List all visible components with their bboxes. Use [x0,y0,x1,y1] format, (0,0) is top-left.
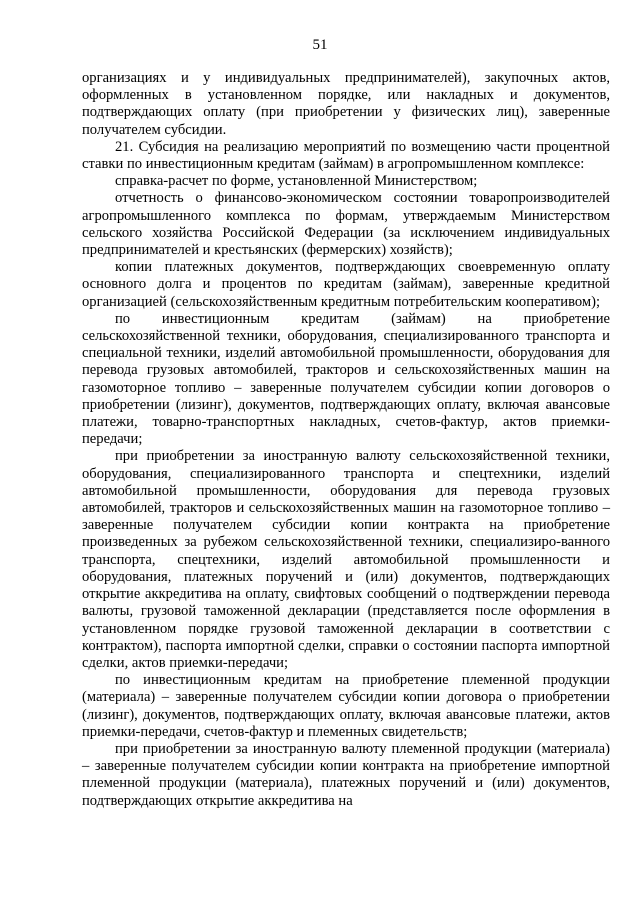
paragraph-financial-reporting: отчетность о финансово-экономическом состоянии товаропроизводителей агропромышленного комплекса по формам, утверждаемым Министерством сельского хозяйства Российской Федерации (за исключением индивидуальных предпринимателей и крестьянских (фермерских) хозяйств); [82,190,610,259]
paragraph-machinery-credits: по инвестиционным кредитам (займам) на приобретение сельскохозяйственной техники, оборудования, специализированного транспорта и специальной техники, изделий автомобильной промышленности, оборудования для перевода грузовых автомобилей, тракторов и сельскохозяйственных машин на газомоторное топливо – заверенные получателем субсидии копии договоров о приобретении (лизинг), документов, подтверждающих оплату, включая авансовые платежи, товарно-транспортных накладных, счетов-фактур, актов приемки-передачи; [82,310,610,448]
paragraph-continuation: организациях и у индивидуальных предпринимателей), закупочных актов, оформленных в установленном порядке, или накладных и документов, подтверждающих оплату (при приобретении у физических лиц), заверенные получателем субсидии. [82,70,610,138]
paragraph-foreign-currency-machinery: при приобретении за иностранную валюту сельскохозяйственной техники, оборудования, специализированного транспорта и спецтехники, изделий автомобильной промышленности, оборудования для перевода грузовых автомобилей, тракторов и сельскохозяйственных машин на газомоторное топливо – заверенные получателем субсидии копии контракта на приобретение произведенных за рубежом сельскохозяйственной техники, специализиро-ванного транспорта, спецтехники, изделий автомобильной промышленности и оборудования, платежных поручений и (или) документов, подтверждающих открытие аккредитива на оплату, свифтовых сообщений о подтверждении перевода валюты, грузовой таможенной декларации (представляется после оформления в установленном порядке грузовой таможенной декларации в соответствии с контрактом), паспорта импортной сделки, справки о состоянии паспорта импортной сделки, актов приемки-передачи; [82,448,610,671]
paragraph-breeding-credits: по инвестиционным кредитам на приобретение племенной продукции (материала) – заверенные получателем субсидии копии договора о приобретении (лизинг), документов, подтверждающих оплату, включая авансовые платежи, актов приемки-передачи, счетов-фактур и племенных свидетельств; [82,672,610,740]
document-body [82,70,610,810]
paragraph-foreign-currency-breeding: при приобретении за иностранную валюту племенной продукции (материала) – заверенные получателем субсидии копии контракта на приобретение импортной племенной продукции (материала), платежных поручений и (или) документов, подтверждающих открытие аккредитива на [82,740,610,809]
paragraph-calculation-certificate: справка-расчет по форме, установленной Министерством; [115,173,478,190]
paragraph-item-21: 21. Субсидия на реализацию мероприятий по возмещению части процентной ставки по инвестиционным кредитам (займам) в агропромышленном комплексе: [82,138,610,173]
paragraph-payment-documents: копии платежных документов, подтверждающих своевременную оплату основного долга и процентов по кредитам (займам), заверенные кредитной организацией (сельскохозяйственным кредитным потребительским кооперативом); [82,259,610,310]
page-number: 51 [312,37,328,53]
